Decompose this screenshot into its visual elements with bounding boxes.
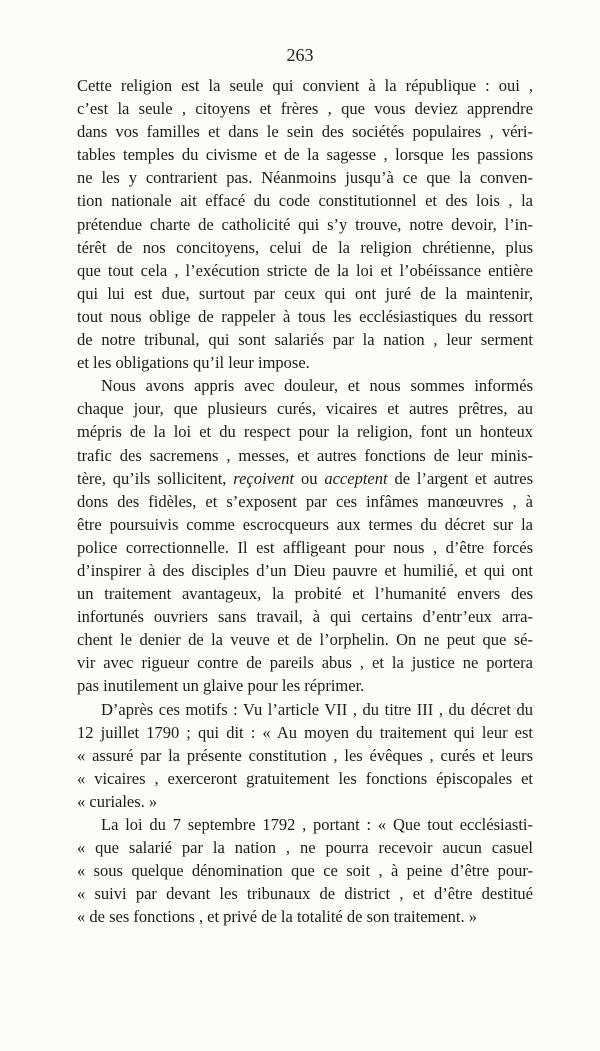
body-text [77, 74, 533, 928]
text-line: être poursuivis comme escrocqueurs aux termes du décret sur la [77, 514, 533, 534]
text-line: 12 juillet 1790 ; qui dit : « Au moyen du traitement qui leur est [77, 722, 533, 742]
text-line: police correctionnelle. Il est affligeant pour nous , d’être forcés [77, 537, 533, 557]
text-line: un traitement avantageux, la probité et l’humanité envers des [77, 584, 533, 604]
text-line: pas inutilement un glaive pour les réprimer. [77, 676, 365, 696]
text-line: tère, qu’ils sollicitent, reçoivent ou acceptent de l’argent et autres [77, 468, 534, 488]
text-line: infortunés ouvriers sans travail, à qui certains d’entr’eux arra- [77, 607, 533, 627]
text-line: « que salarié par la nation , ne pourra recevoir aucun casuel [77, 838, 533, 858]
text-line: « suivi par devant les tribunaux de district , et d’être destitué [77, 884, 533, 904]
text-line: trafic des sacremens , messes, et autres fonctions de leur minis- [77, 445, 533, 465]
text-line: prétendue charte de catholicité qui s’y trouve, notre devoir, l’in- [77, 214, 533, 234]
text-line: « curiales. » [77, 791, 158, 811]
text-line: « de ses fonctions , et privé de la totalité de son traitement. » [77, 907, 478, 927]
text-line: chaque jour, que plusieurs curés, vicaires et autres prêtres, au [77, 399, 533, 419]
text-line: dons des fidèles, et s’exposent par ces infâmes manœuvres , à [77, 491, 533, 511]
text-line: térêt de nos concitoyens, celui de la religion chrétienne, plus [77, 237, 533, 257]
text-line: Cette religion est la seule qui convient à la république : oui , [77, 76, 533, 95]
text-line: tout nous oblige de rappeler à tous les ecclésiastiques du ressort [77, 306, 533, 326]
text-line: et les obligations qu’il leur impose. [77, 353, 310, 373]
text-line: tion nationale ait effacé du code constitutionnel et des lois , la [77, 191, 533, 211]
text-line: « sous quelque dénomination que ce soit , à peine d’être pour- [77, 861, 533, 881]
text-line: Nous avons appris avec douleur, et nous sommes informés [101, 376, 533, 396]
text-line: d’inspirer à des disciples d’un Dieu pauvre et humilié, et qui ont [77, 560, 533, 580]
text-line: que tout cela , l’exécution stricte de la loi et l’obéissance entière [77, 260, 533, 280]
text-line: mépris de la loi et du respect pour la religion, font un honteux [77, 422, 533, 442]
text-line: dans vos familles et dans le sein des sociétés populaires , véri- [77, 122, 533, 142]
text-line: c’est la seule , citoyens et frères , que vous deviez apprendre [77, 99, 533, 119]
text-line: ne les y contrarient pas. Néanmoins jusqu’à ce que la conven- [77, 168, 533, 188]
text-line: « assuré par la présente constitution , les évêques , curés et leurs [77, 745, 533, 765]
text-line: chent le denier de la veuve et de l’orphelin. On ne peut que sé- [77, 630, 533, 650]
text-line: D’après ces motifs : Vu l’article VII , du titre III , du décret du [101, 699, 533, 719]
text-line: vir avec rigueur contre de pareils abus , et la justice ne portera [77, 653, 533, 673]
text-line: La loi du 7 septembre 1792 , portant : « Que tout ecclésiasti- [101, 815, 533, 834]
text-line: « vicaires , exerceront gratuitement les fonctions épiscopales et [77, 768, 533, 788]
text-line: de notre tribunal, qui sont salariés par la nation , leur serment [77, 330, 533, 350]
text-line: tables temples du civisme et de la sagesse , lorsque les passions [77, 145, 533, 165]
text-line: qui lui est due, surtout par ceux qui ont juré de la maintenir, [77, 283, 533, 303]
page-number: 263 [286, 45, 314, 65]
